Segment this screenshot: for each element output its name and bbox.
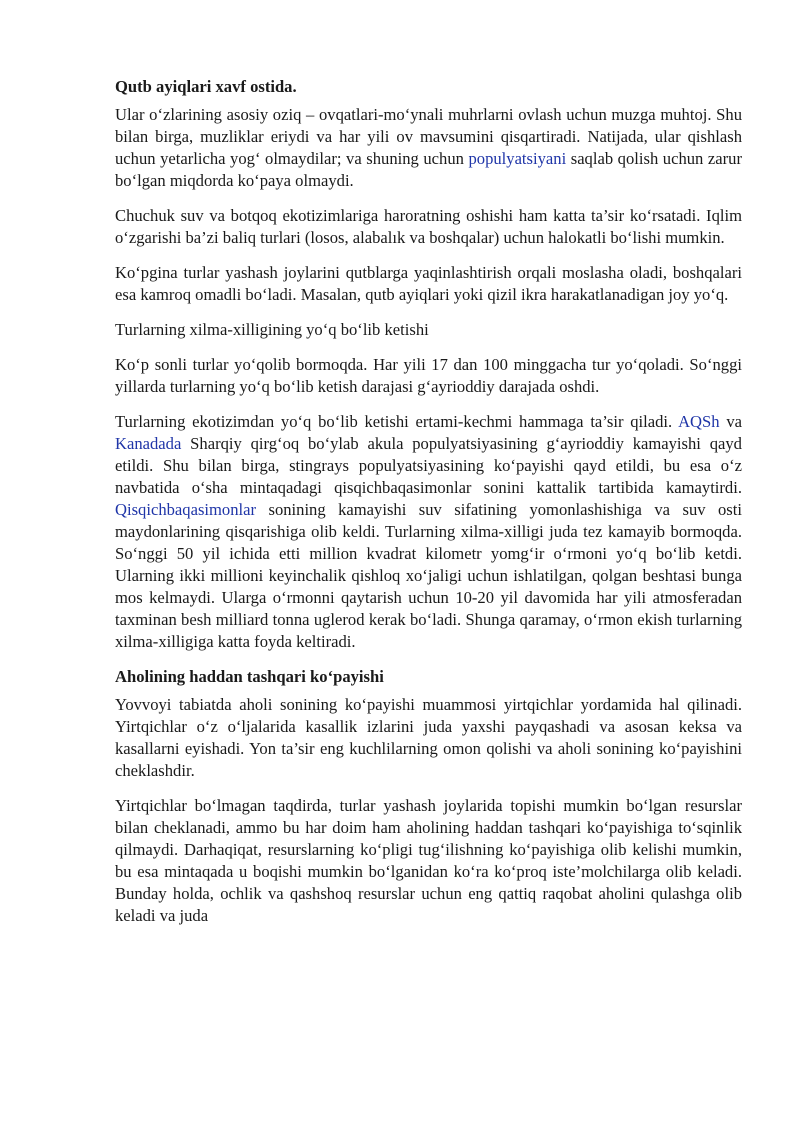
paragraph-text: Ular o‘zlarining asosiy oziq – ovqatlari-mo‘ynali muhrlarni ovlash uchun muzga muhtoj. Shu bilan birga, muzliklar eriydi va har yili ov mavsumini qisqartiradi. Natijada, ular qishlash uchun yetarlicha yog‘ olmaydilar; va shuning uchun bbox=[115, 105, 742, 168]
link-kanadada[interactable]: Kanadada bbox=[115, 434, 182, 453]
paragraph-text: Turlarning ekotizimdan yo‘q bo‘lib ketishi ertami-kechmi hammaga ta’sir qiladi. bbox=[115, 412, 673, 431]
link-qisqichbaqasimonlar[interactable]: Qisqichbaqasimonlar bbox=[115, 500, 257, 519]
paragraph-text: sonining kamayishi suv sifatining yomonlashishiga va suv osti maydonlarining qisqarishiga olib keldi. Turlarning xilma-xilligi juda tez kamayib bormoqda. So‘nggi 50 yil ichida etti million kvadrat kilometr yomg‘ir o‘rmoni yo‘q bo‘lib ketdi. Ularning ikki millioni keyinchalik qishloq xo‘jaligi uchun ishlatilgan, qolgan beshtasi bunga mos kelmaydi. Ularga o‘rmonni qaytarish uchun 10-20 yil davomida har yili atmosferadan taxminan besh milliard tonna uglerod kerak bo‘ladi. Shunga qaramay, o‘rmon ekish turlarning xilma-xilligiga katta foyda keltiradi. bbox=[115, 500, 742, 651]
paragraph-species-loss: Ko‘p sonli turlar yo‘qolib bormoqda. Har yili 17 dan 100 minggacha tur yo‘qoladi. So‘nggi yillarda turlarning yo‘q bo‘lib ketish darajasi g‘ayrioddiy darajada oshdi. bbox=[115, 355, 742, 396]
paragraph-text: Sharqiy qirg‘oq bo‘ylab akula populyatsiyasining g‘ayrioddiy kamayishi qayd etildi. Shu bilan birga, stingrays populyatsiyasining ko‘payishi qayd etildi, bu esa o‘z navbatida o‘sha mintaqadagi qisqichbaqasimonlar sonini kattalik tartibida kamaytirdi. bbox=[115, 434, 742, 497]
paragraph-text: saqlab qolish uchun zarur bo‘lgan miqdorda ko‘paya olmaydi. bbox=[115, 149, 742, 190]
paragraph-ecosystem-impact bbox=[115, 411, 742, 653]
link-populyatsiyani[interactable]: populyatsiyani bbox=[468, 149, 567, 168]
paragraph-freshwater: Chuchuk suv va botqoq ekotizimlariga haroratning oshishi ham katta ta’sir ko‘rsatadi. Iqlim o‘zgarishi ba’zi baliq turlari (losos, alabalık va boshqalar) uchun halokatli bo‘lishi mumkin. bbox=[115, 206, 742, 247]
paragraph-resources: Yirtqichlar bo‘lmagan taqdirda, turlar yashash joylarida topishi mumkin bo‘lgan resurslar bilan cheklanadi, ammo bu har doim ham aholining haddan tashqari ko‘payishiga to‘sqinlik qilmaydi. Darhaqiqat, resurslarning ko‘pligi tug‘ilishning ko‘payishiga olib kelishi mumkin, bu esa mintaqada u boqishi mumkin bo‘lganidan ko‘ra ko‘proq iste’molchilarga olib keladi. Bunday holda, ochlik va qashshoq resurslar uchun eng qattiq raqobat aholini qulashga olib keladi va juda bbox=[115, 796, 742, 925]
section-heading-biodiversity-loss: Turlarning xilma-xilligining yo‘q bo‘lib ketishi bbox=[115, 320, 429, 339]
link-aqsh[interactable]: AQSh bbox=[678, 412, 720, 431]
paragraph-adaptation: Ko‘pgina turlar yashash joylarini qutblarga yaqinlashtirish orqali moslasha oladi, boshqalari esa kamroq omadli bo‘ladi. Masalan, qutb ayiqlari yoki qizil ikra harakatlanadigan joy yo‘q. bbox=[115, 263, 742, 304]
document-page bbox=[115, 76, 742, 940]
paragraph-predators: Yovvoyi tabiatda aholi sonining ko‘payishi muammosi yirtqichlar yordamida hal qilinadi. Yirtqichlar o‘z o‘ljalarida kasallik izlarini juda yaxshi payqashadi va asosan keksa va kasallarni eyishadi. Yon ta’sir eng kuchlilarning omon qolishi va aholi sonining ko‘payishini cheklashdir. bbox=[115, 695, 742, 780]
section-heading-overpopulation: Aholining haddan tashqari ko‘payishi bbox=[115, 667, 384, 686]
paragraph-polar-bears bbox=[115, 104, 742, 192]
section-heading-polar-bears: Qutb ayiqlari xavf ostida. bbox=[115, 77, 297, 96]
paragraph-text: va bbox=[726, 412, 742, 431]
